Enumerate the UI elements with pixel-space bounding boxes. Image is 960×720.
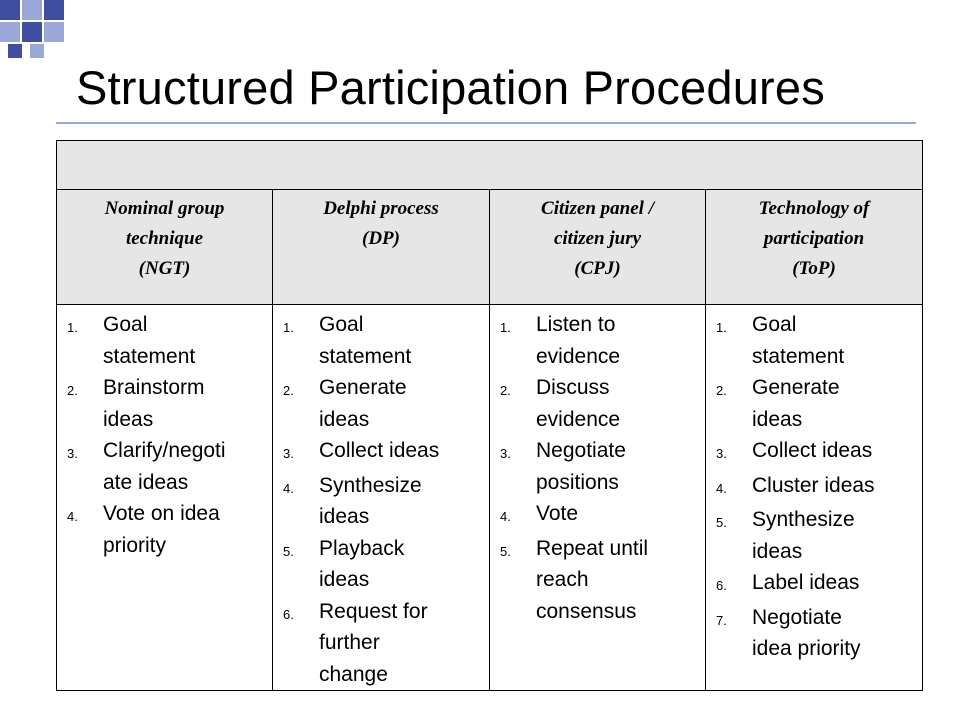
step-text-line: Negotiate <box>752 605 842 629</box>
deco-square <box>0 22 20 42</box>
step-number: 5. <box>716 515 727 530</box>
step-text-line: Generate <box>319 376 407 399</box>
step-item <box>67 309 268 372</box>
step-text <box>752 309 918 372</box>
table-header-row <box>57 190 923 305</box>
step-text <box>319 435 485 470</box>
step-text-line: Synthesize <box>319 473 422 497</box>
step-text-line: Generate <box>752 376 840 399</box>
step-text-line: Playback <box>319 536 405 560</box>
step-text <box>752 470 918 505</box>
steps-list <box>706 305 922 665</box>
step-text-line: ideas <box>103 407 154 431</box>
step-number: 1. <box>500 320 511 335</box>
step-number: 3. <box>500 446 511 461</box>
step-text-line: priority <box>103 533 167 557</box>
step-text-line: evidence <box>536 407 621 431</box>
step-text-line: further <box>319 631 380 654</box>
step-text-line: Vote <box>536 502 579 525</box>
step-number: 4. <box>283 480 294 496</box>
step-number: 1. <box>67 320 78 335</box>
step-text-line: Collect ideas <box>319 439 440 462</box>
title-underline <box>56 122 916 124</box>
steps-cell-top <box>706 305 923 691</box>
column-header-dp <box>273 190 490 305</box>
step-text-line: Vote on idea <box>103 502 220 525</box>
step-text-line: Goal <box>103 313 148 336</box>
step-number: 4. <box>67 509 78 524</box>
step-item <box>283 309 485 372</box>
table-body-row <box>57 305 923 691</box>
step-item <box>283 435 485 470</box>
step-item <box>500 372 701 435</box>
step-text <box>536 533 701 628</box>
step-text-line: Negotiate <box>536 439 626 462</box>
step-text-line: Cluster ideas <box>752 473 875 497</box>
deco-square <box>44 0 64 20</box>
step-text-line: statement <box>103 344 196 368</box>
step-text-line: Brainstorm <box>103 376 205 399</box>
header-line: (DP) <box>362 228 400 249</box>
step-item <box>716 504 918 567</box>
step-item <box>716 602 918 665</box>
step-item <box>716 470 918 505</box>
step-text <box>103 372 268 435</box>
header-line: Citizen panel / <box>541 198 654 219</box>
step-text <box>103 309 268 372</box>
table-banner-cell <box>57 141 923 190</box>
step-item <box>67 372 268 435</box>
deco-square <box>0 0 20 20</box>
step-number: 5. <box>283 543 294 559</box>
step-text-line: Label ideas <box>752 571 860 594</box>
step-item <box>283 533 485 596</box>
step-text-line: statement <box>319 344 412 368</box>
deco-square <box>30 44 44 58</box>
step-text-line: consensus <box>536 599 637 623</box>
steps-cell-ngt <box>57 305 273 691</box>
step-item <box>500 533 701 628</box>
step-number: 6. <box>716 578 727 593</box>
step-number: 3. <box>716 446 727 461</box>
header-line: participation <box>763 228 865 249</box>
step-item <box>283 372 485 435</box>
step-text <box>536 435 701 498</box>
column-header-ngt <box>57 190 273 305</box>
step-text <box>752 567 918 602</box>
step-text-line: Clarify/negoti <box>103 439 226 462</box>
step-item <box>500 435 701 498</box>
step-text <box>319 309 485 372</box>
steps-cell-dp <box>273 305 490 691</box>
header-line: technique <box>125 228 204 249</box>
header-line: (CPJ) <box>574 258 621 279</box>
step-text-line: ideas <box>319 505 370 528</box>
steps-list <box>490 305 705 627</box>
step-text-line: Goal <box>752 313 797 336</box>
step-item <box>500 498 701 533</box>
header-line: Nominal group <box>104 198 225 219</box>
step-text-line: Synthesize <box>752 508 855 531</box>
header-line: (NGT) <box>138 258 191 279</box>
step-text-line: reach <box>536 568 589 591</box>
step-number: 2. <box>716 383 727 398</box>
deco-square <box>22 0 42 20</box>
step-text <box>319 372 485 435</box>
step-item <box>67 435 268 498</box>
step-number: 4. <box>716 480 727 496</box>
step-item <box>716 435 918 470</box>
step-item <box>716 372 918 435</box>
header-line: Delphi process <box>323 198 439 219</box>
step-number: 2. <box>67 383 78 398</box>
step-text-line: ideas <box>752 407 803 431</box>
header-line: (ToP) <box>792 258 836 279</box>
table-banner-row <box>57 141 923 190</box>
step-text-line: statement <box>752 344 845 368</box>
deco-square <box>44 22 64 42</box>
header-line: Technology of <box>758 198 870 219</box>
step-number: 2. <box>500 383 511 398</box>
step-number: 1. <box>283 320 294 335</box>
step-number: 6. <box>283 606 294 622</box>
step-item <box>283 596 485 691</box>
step-text <box>319 596 485 691</box>
step-text-line: Listen to <box>536 313 616 336</box>
step-number: 5. <box>500 543 511 559</box>
step-item <box>283 470 485 533</box>
step-text-line: positions <box>536 470 619 494</box>
step-text-line: evidence <box>536 344 621 368</box>
step-item <box>716 309 918 372</box>
step-text-line: Goal <box>319 313 364 336</box>
header-line: citizen jury <box>553 228 642 249</box>
step-item <box>716 567 918 602</box>
step-number: 4. <box>500 509 511 524</box>
column-header-cpj <box>490 190 706 305</box>
deco-square <box>22 22 42 42</box>
step-number: 1. <box>716 320 727 335</box>
step-item <box>500 309 701 372</box>
steps-cell-cpj <box>490 305 706 691</box>
step-number: 3. <box>67 446 78 461</box>
column-header-top <box>706 190 923 305</box>
step-text <box>319 533 485 596</box>
step-text-line: change <box>319 662 388 686</box>
step-text-line: Repeat until <box>536 536 649 560</box>
steps-list <box>273 305 489 690</box>
step-item <box>67 498 268 561</box>
deco-square <box>8 44 22 58</box>
slide-title: Structured Participation Procedures <box>76 61 825 114</box>
step-number: 3. <box>283 446 294 461</box>
step-text <box>536 309 701 372</box>
step-text <box>536 372 701 435</box>
step-text <box>752 602 918 665</box>
step-number: 2. <box>283 383 294 398</box>
step-text-line: Request for <box>319 599 428 623</box>
procedures-table <box>56 140 923 691</box>
step-text <box>103 435 268 498</box>
step-text-line: ideas <box>319 407 370 431</box>
step-text-line: ate ideas <box>103 470 189 494</box>
step-text-line: ideas <box>319 568 370 591</box>
step-number: 7. <box>716 612 727 628</box>
step-text <box>536 498 701 533</box>
step-text-line: Collect ideas <box>752 439 873 462</box>
step-text-line: idea priority <box>752 637 861 660</box>
step-text-line: ideas <box>752 539 803 563</box>
step-text <box>319 470 485 533</box>
step-text <box>103 498 268 561</box>
step-text-line: Discuss <box>536 376 610 399</box>
step-text <box>752 504 918 567</box>
steps-list <box>57 305 272 561</box>
step-text <box>752 372 918 435</box>
step-text <box>752 435 918 470</box>
